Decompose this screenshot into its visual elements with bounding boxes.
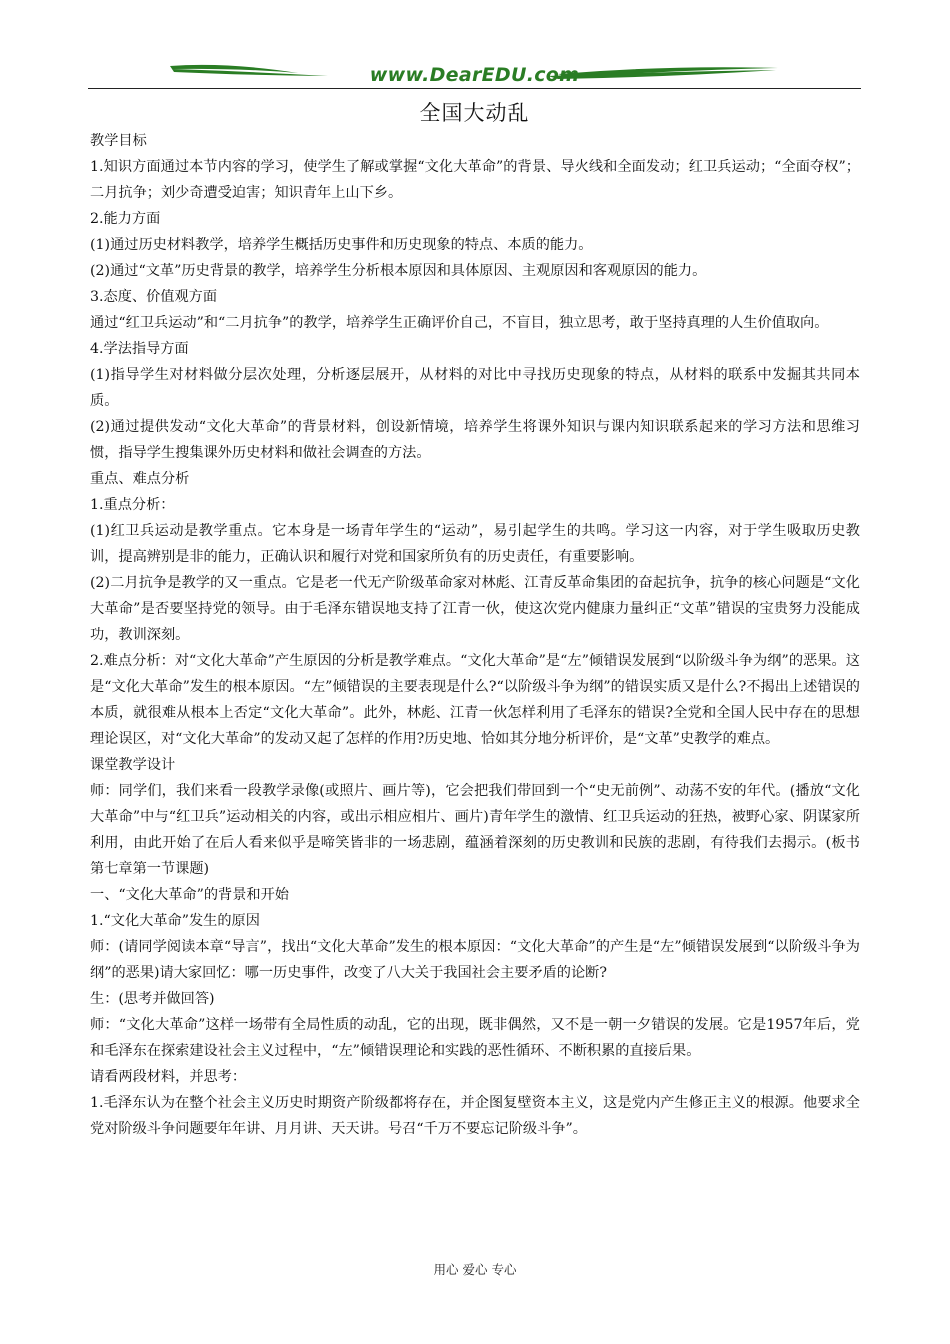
- paragraph: 1.“文化大革命”发生的原因: [90, 913, 260, 929]
- header-divider: [88, 88, 861, 89]
- paragraph: 师：(请同学阅读本章“导言”，找出“文化大革命”发生的根本原因：“文化大革命”的产生是“左”倾错误发展到“以阶级斗争为纲”的恶果)请大家回忆：哪一历史事件，改变了八大关于我国社会主要矛盾的论断?: [90, 939, 860, 981]
- paragraph: 3.态度、价值观方面: [90, 289, 218, 305]
- paragraph: 教学目标: [90, 133, 147, 149]
- paragraph: 课堂教学设计: [90, 757, 176, 773]
- paragraph: (1)指导学生对材料做分层次处理，分析逐层展开，从材料的对比中寻找历史现象的特点，从材料的联系中发掘其共同本质。: [90, 367, 860, 409]
- paragraph: (2)通过提供发动“文化大革命”的背景材料，创设新情境，培养学生将课外知识与课内知识联系起来的学习方法和思维习惯，指导学生搜集课外历史材料和做社会调查的方法。: [90, 419, 860, 461]
- paragraph: 重点、难点分析: [90, 471, 190, 487]
- paragraph: (1)通过历史材料教学，培养学生概括历史事件和历史现象的特点、本质的能力。: [90, 237, 593, 253]
- paragraph: 请看两段材料，并思考：: [90, 1069, 247, 1085]
- paragraph: (2)通过“文革”历史背景的教学，培养学生分析根本原因和具体原因、主观原因和客观原因的能力。: [90, 263, 707, 279]
- paragraph: (1)红卫兵运动是教学重点。它本身是一场青年学生的“运动”，易引起学生的共鸣。学习这一内容，对于学生吸取历史教训，提高辨别是非的能力，正确认识和履行对党和国家所负有的历史责任，有重要影响。: [90, 523, 860, 565]
- document-body: [90, 128, 860, 1142]
- site-logo-text[interactable]: www.DearEDU.com: [369, 64, 580, 86]
- paragraph: 2.难点分析：对“文化大革命”产生原因的分析是教学难点。“文化大革命”是“左”倾错误发展到“以阶级斗争为纲”的恶果。这是“文化大革命”发生的根本原因。“左”倾错误的主要表现是什么?“以阶级斗争为纲”的错误实质又是什么?不揭出上述错误的本质，就很难从根本上否定“文化大革命”。此外，林彪、江青一伙怎样利用了毛泽东的错误?全党和全国人民中存在的思想理论误区，对“文化大革命”的发动又起了怎样的作用?历史地、恰如其分地分析评价，是“文革”史教学的难点。: [90, 653, 860, 747]
- paragraph: 师：“文化大革命”这样一场带有全局性质的动乱，它的出现，既非偶然，又不是一朝一夕错误的发展。它是1957年后，党和毛泽东在探索建设社会主义过程中，“左”倾错误理论和实践的恶性循环、不断积累的直接后果。: [90, 1017, 860, 1059]
- paragraph: 4.学法指导方面: [90, 341, 189, 357]
- page-footer: 用心 爱心 专心: [433, 1262, 517, 1277]
- paragraph: 生：(思考并做回答): [90, 991, 215, 1007]
- paragraph: 1.重点分析：: [90, 497, 175, 513]
- paragraph: 1.毛泽东认为在整个社会主义历史时期资产阶级都将存在，并企图复壁资本主义，这是党内产生修正主义的根源。他要求全党对阶级斗争问题要年年讲、月月讲、天天讲。号召“千万不要忘记阶级斗争”。: [90, 1095, 860, 1137]
- paragraph: 2.能力方面: [90, 211, 161, 227]
- paragraph: 通过“红卫兵运动”和“二月抗争”的教学，培养学生正确评价自己，不盲目，独立思考，敢于坚持真理的人生价值取向。: [90, 315, 829, 331]
- paragraph: (2)二月抗争是教学的又一重点。它是老一代无产阶级革命家对林彪、江青反革命集团的奋起抗争，抗争的核心问题是“文化大革命”是否要坚持党的领导。由于毛泽东错误地支持了江青一伙，使这次党内健康力量纠正“文革”错误的宝贵努力没能成功，教训深刻。: [90, 575, 860, 643]
- page-title: 全国大动乱: [419, 101, 530, 125]
- paragraph: 一、“文化大革命”的背景和开始: [90, 887, 289, 903]
- paragraph: 师：同学们，我们来看一段教学录像(或照片、画片等)，它会把我们带回到一个“史无前例”、动荡不安的年代。(播放“文化大革命”中与“红卫兵”运动相关的内容，或出示相应相片、画片)青年学生的激情、红卫兵运动的狂热，被野心家、阴谋家所利用，由此开始了在后人看来似乎是啼笑皆非的一场悲剧，蕴涵着深刻的历史教训和民族的悲剧，有待我们去揭示。(板书第七章第一节课题): [90, 783, 860, 877]
- paragraph: 1.知识方面通过本节内容的学习，使学生了解或掌握“文化大革命”的背景、导火线和全面发动；红卫兵运动；“全面夺权”；二月抗争；刘少奇遭受迫害；知识青年上山下乡。: [90, 159, 860, 201]
